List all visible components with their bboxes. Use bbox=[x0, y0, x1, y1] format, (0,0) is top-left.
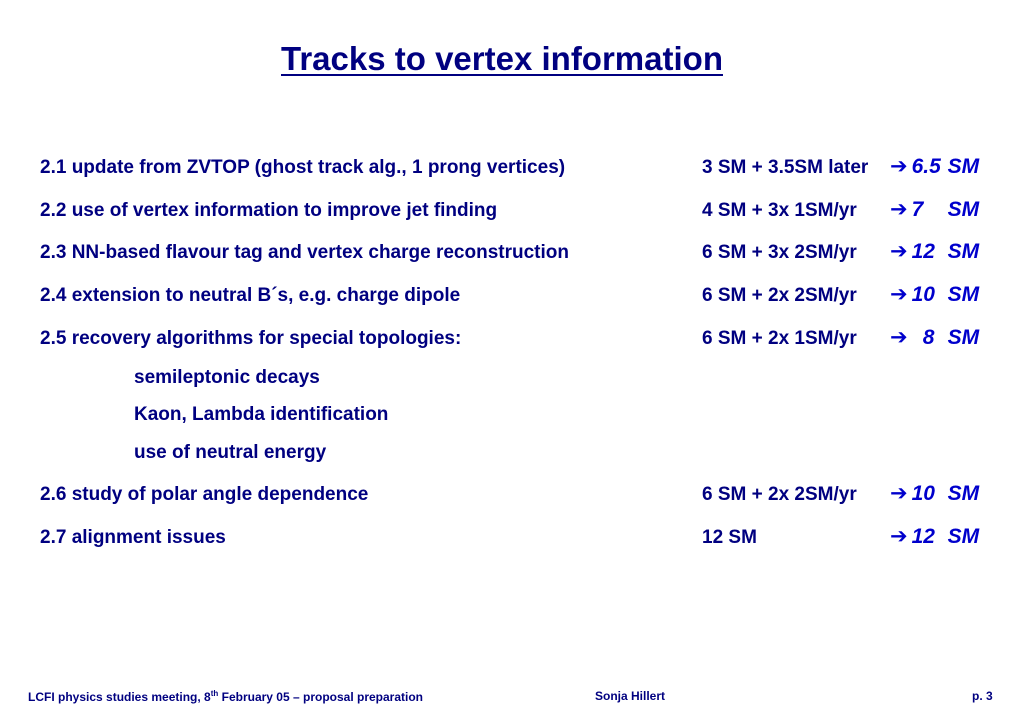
item-effort: 6 SM + 2x 2SM/yr bbox=[702, 484, 857, 505]
item-label: 2.1 update from ZVTOP (ghost track alg., 1 prong vertices) bbox=[40, 157, 566, 178]
item-result bbox=[890, 154, 979, 179]
result-unit: SM bbox=[947, 326, 980, 349]
item-effort: 4 SM + 3x 1SM/yr bbox=[702, 200, 857, 221]
item-label: 2.5 recovery algorithms for special topologies: bbox=[40, 328, 462, 349]
item-result bbox=[890, 524, 979, 549]
item-label: 2.6 study of polar angle dependence bbox=[40, 484, 369, 505]
list-item bbox=[0, 484, 1024, 510]
footer-left-suffix: February 05 – proposal preparation bbox=[218, 690, 424, 704]
arrow-right-icon: ➔ bbox=[890, 198, 908, 221]
list-item bbox=[0, 367, 1024, 393]
item-effort: 6 SM + 2x 2SM/yr bbox=[702, 285, 857, 306]
arrow-right-icon: ➔ bbox=[890, 482, 908, 505]
arrow-right-icon: ➔ bbox=[890, 240, 908, 263]
result-value: 12 bbox=[911, 525, 935, 548]
sub-item-label: Kaon, Lambda identification bbox=[134, 404, 389, 425]
sub-item-label: semileptonic decays bbox=[134, 367, 320, 388]
list-item bbox=[0, 527, 1024, 553]
result-value: 12 bbox=[911, 240, 935, 263]
list-item bbox=[0, 157, 1024, 183]
item-label: 2.2 use of vertex information to improve jet finding bbox=[40, 200, 498, 221]
result-value: 8 bbox=[922, 326, 935, 349]
list-item bbox=[0, 242, 1024, 268]
item-label: 2.7 alignment issues bbox=[40, 527, 226, 548]
slide-title: Tracks to vertex information bbox=[281, 40, 723, 77]
result-unit: SM bbox=[947, 482, 980, 505]
sub-item-label: use of neutral energy bbox=[134, 442, 327, 463]
list-item bbox=[0, 285, 1024, 311]
item-result bbox=[890, 481, 979, 506]
footer-page-number: p. 3 bbox=[972, 689, 993, 703]
result-value: 6.5 bbox=[911, 155, 941, 178]
item-label: 2.4 extension to neutral B´s, e.g. charge dipole bbox=[40, 285, 461, 306]
arrow-right-icon: ➔ bbox=[890, 525, 908, 548]
item-result bbox=[890, 197, 979, 222]
list-item bbox=[0, 200, 1024, 226]
item-effort: 12 SM bbox=[702, 527, 757, 548]
item-effort: 3 SM + 3.5SM later bbox=[702, 157, 869, 178]
result-unit: SM bbox=[947, 240, 980, 263]
result-value: 10 bbox=[911, 482, 935, 505]
result-unit: SM bbox=[947, 198, 980, 221]
result-unit: SM bbox=[947, 155, 980, 178]
arrow-right-icon: ➔ bbox=[890, 155, 908, 178]
item-effort: 6 SM + 2x 1SM/yr bbox=[702, 328, 857, 349]
result-value: 7 bbox=[911, 198, 924, 221]
footer-author: Sonja Hillert bbox=[595, 689, 666, 703]
item-effort: 6 SM + 3x 2SM/yr bbox=[702, 242, 857, 263]
list-item bbox=[0, 328, 1024, 354]
arrow-right-icon: ➔ bbox=[890, 326, 908, 349]
footer-left-sup: th bbox=[210, 689, 219, 698]
item-label: 2.3 NN-based flavour tag and vertex charge reconstruction bbox=[40, 242, 569, 263]
result-value: 10 bbox=[911, 283, 935, 306]
arrow-right-icon: ➔ bbox=[890, 283, 908, 306]
list-item bbox=[0, 404, 1024, 430]
footer-meeting-info bbox=[28, 689, 423, 704]
item-result bbox=[890, 282, 979, 307]
item-result bbox=[890, 325, 979, 350]
item-result bbox=[890, 239, 979, 264]
result-unit: SM bbox=[947, 283, 980, 306]
result-unit: SM bbox=[947, 525, 980, 548]
list-item bbox=[0, 442, 1024, 468]
footer-left-prefix: LCFI physics studies meeting, 8 bbox=[28, 690, 211, 704]
